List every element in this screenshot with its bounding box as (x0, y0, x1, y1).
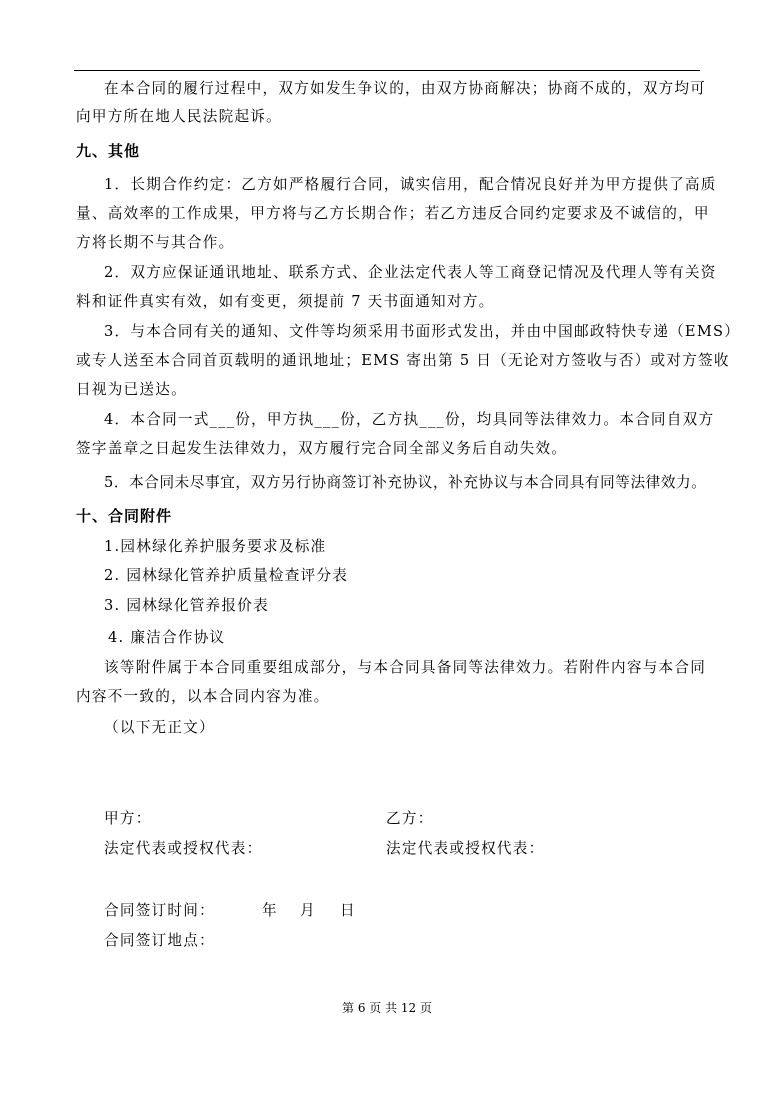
party-a-label: 甲方： (104, 810, 152, 827)
party-b-label: 乙方： (386, 810, 434, 827)
section-10-heading: 十、合同附件 (76, 507, 173, 525)
s9-item2-line-1: 2．双方应保证通讯地址、联系方式、企业法定代表人等工商登记情况及代理人等有关资 (104, 264, 717, 281)
s9-item4-line-2: 签字盖章之日起发生法律效力，双方履行完合同全部义务后自动失效。 (76, 440, 568, 457)
s9-item1-line-1: 1．长期合作约定：乙方如严格履行合同，诚实信用，配合情况良好并为甲方提供了高质 (104, 176, 717, 193)
section-9-heading: 九、其他 (76, 142, 141, 160)
party-b-representative-label: 法定代表或授权代表： (386, 840, 545, 857)
attachments-note-line-1: 该等附件属于本合同重要组成部分，与本合同具备同等法律效力。若附件内容与本合同 (104, 659, 707, 676)
date-month-label: 月 (300, 902, 316, 919)
attachment-2: 2. 园林绿化管养护质量检查评分表 (104, 567, 349, 584)
s9-item1-line-3: 方将长期不与其合作。 (76, 234, 235, 251)
end-of-text: （以下无正文） (104, 719, 215, 736)
date-day-label: 日 (340, 902, 356, 919)
s9-item1-line-2: 量、高效率的工作成果，甲方将与乙方长期合作；若乙方违反合同约定要求及不诚信的，甲 (76, 205, 710, 222)
attachment-4: 4. 廉洁合作协议 (108, 629, 226, 646)
header-rule (74, 70, 700, 71)
date-year-label: 年 (262, 902, 278, 919)
attachment-3: 3. 园林绿化管养报价表 (104, 597, 269, 614)
s9-item4-line-1: 4．本合同一式___份，甲方执___份，乙方执___份，均具同等法律效力。本合同自双方 (104, 411, 715, 428)
s9-item3-line-2: 或专人送至本合同首页载明的通讯地址；EMS 寄出第 5 日（无论对方签收与否）或对方签收 (76, 352, 730, 369)
attachments-note-line-2: 内容不一致的，以本合同内容为准。 (76, 688, 330, 705)
s9-item5-line-1: 5．本合同未尽事宜，双方另行协商签订补充协议，补充协议与本合同具有同等法律效力。 (104, 474, 707, 491)
signing-date-label: 合同签订时间： (104, 902, 215, 919)
page-footer: 第 6 页 共 12 页 (342, 1001, 432, 1015)
dispute-line-2: 向甲方所在地人民法院起诉。 (76, 108, 282, 125)
attachment-1: 1.园林绿化养护服务要求及标准 (104, 538, 327, 555)
s9-item2-line-2: 料和证件真实有效，如有变更，须提前 7 天书面通知对方。 (76, 293, 495, 310)
s9-item3-line-1: 3．与本合同有关的通知、文件等均须采用书面形式发出，并由中国邮政特快专递（EMS） (104, 323, 741, 340)
dispute-line-1: 在本合同的履行过程中，双方如发生争议的，由双方协商解决；协商不成的，双方均可 (104, 80, 707, 97)
s9-item3-line-3: 日视为已送达。 (76, 381, 187, 398)
party-a-representative-label: 法定代表或授权代表： (104, 840, 263, 857)
signing-place-label: 合同签订地点： (104, 932, 215, 949)
